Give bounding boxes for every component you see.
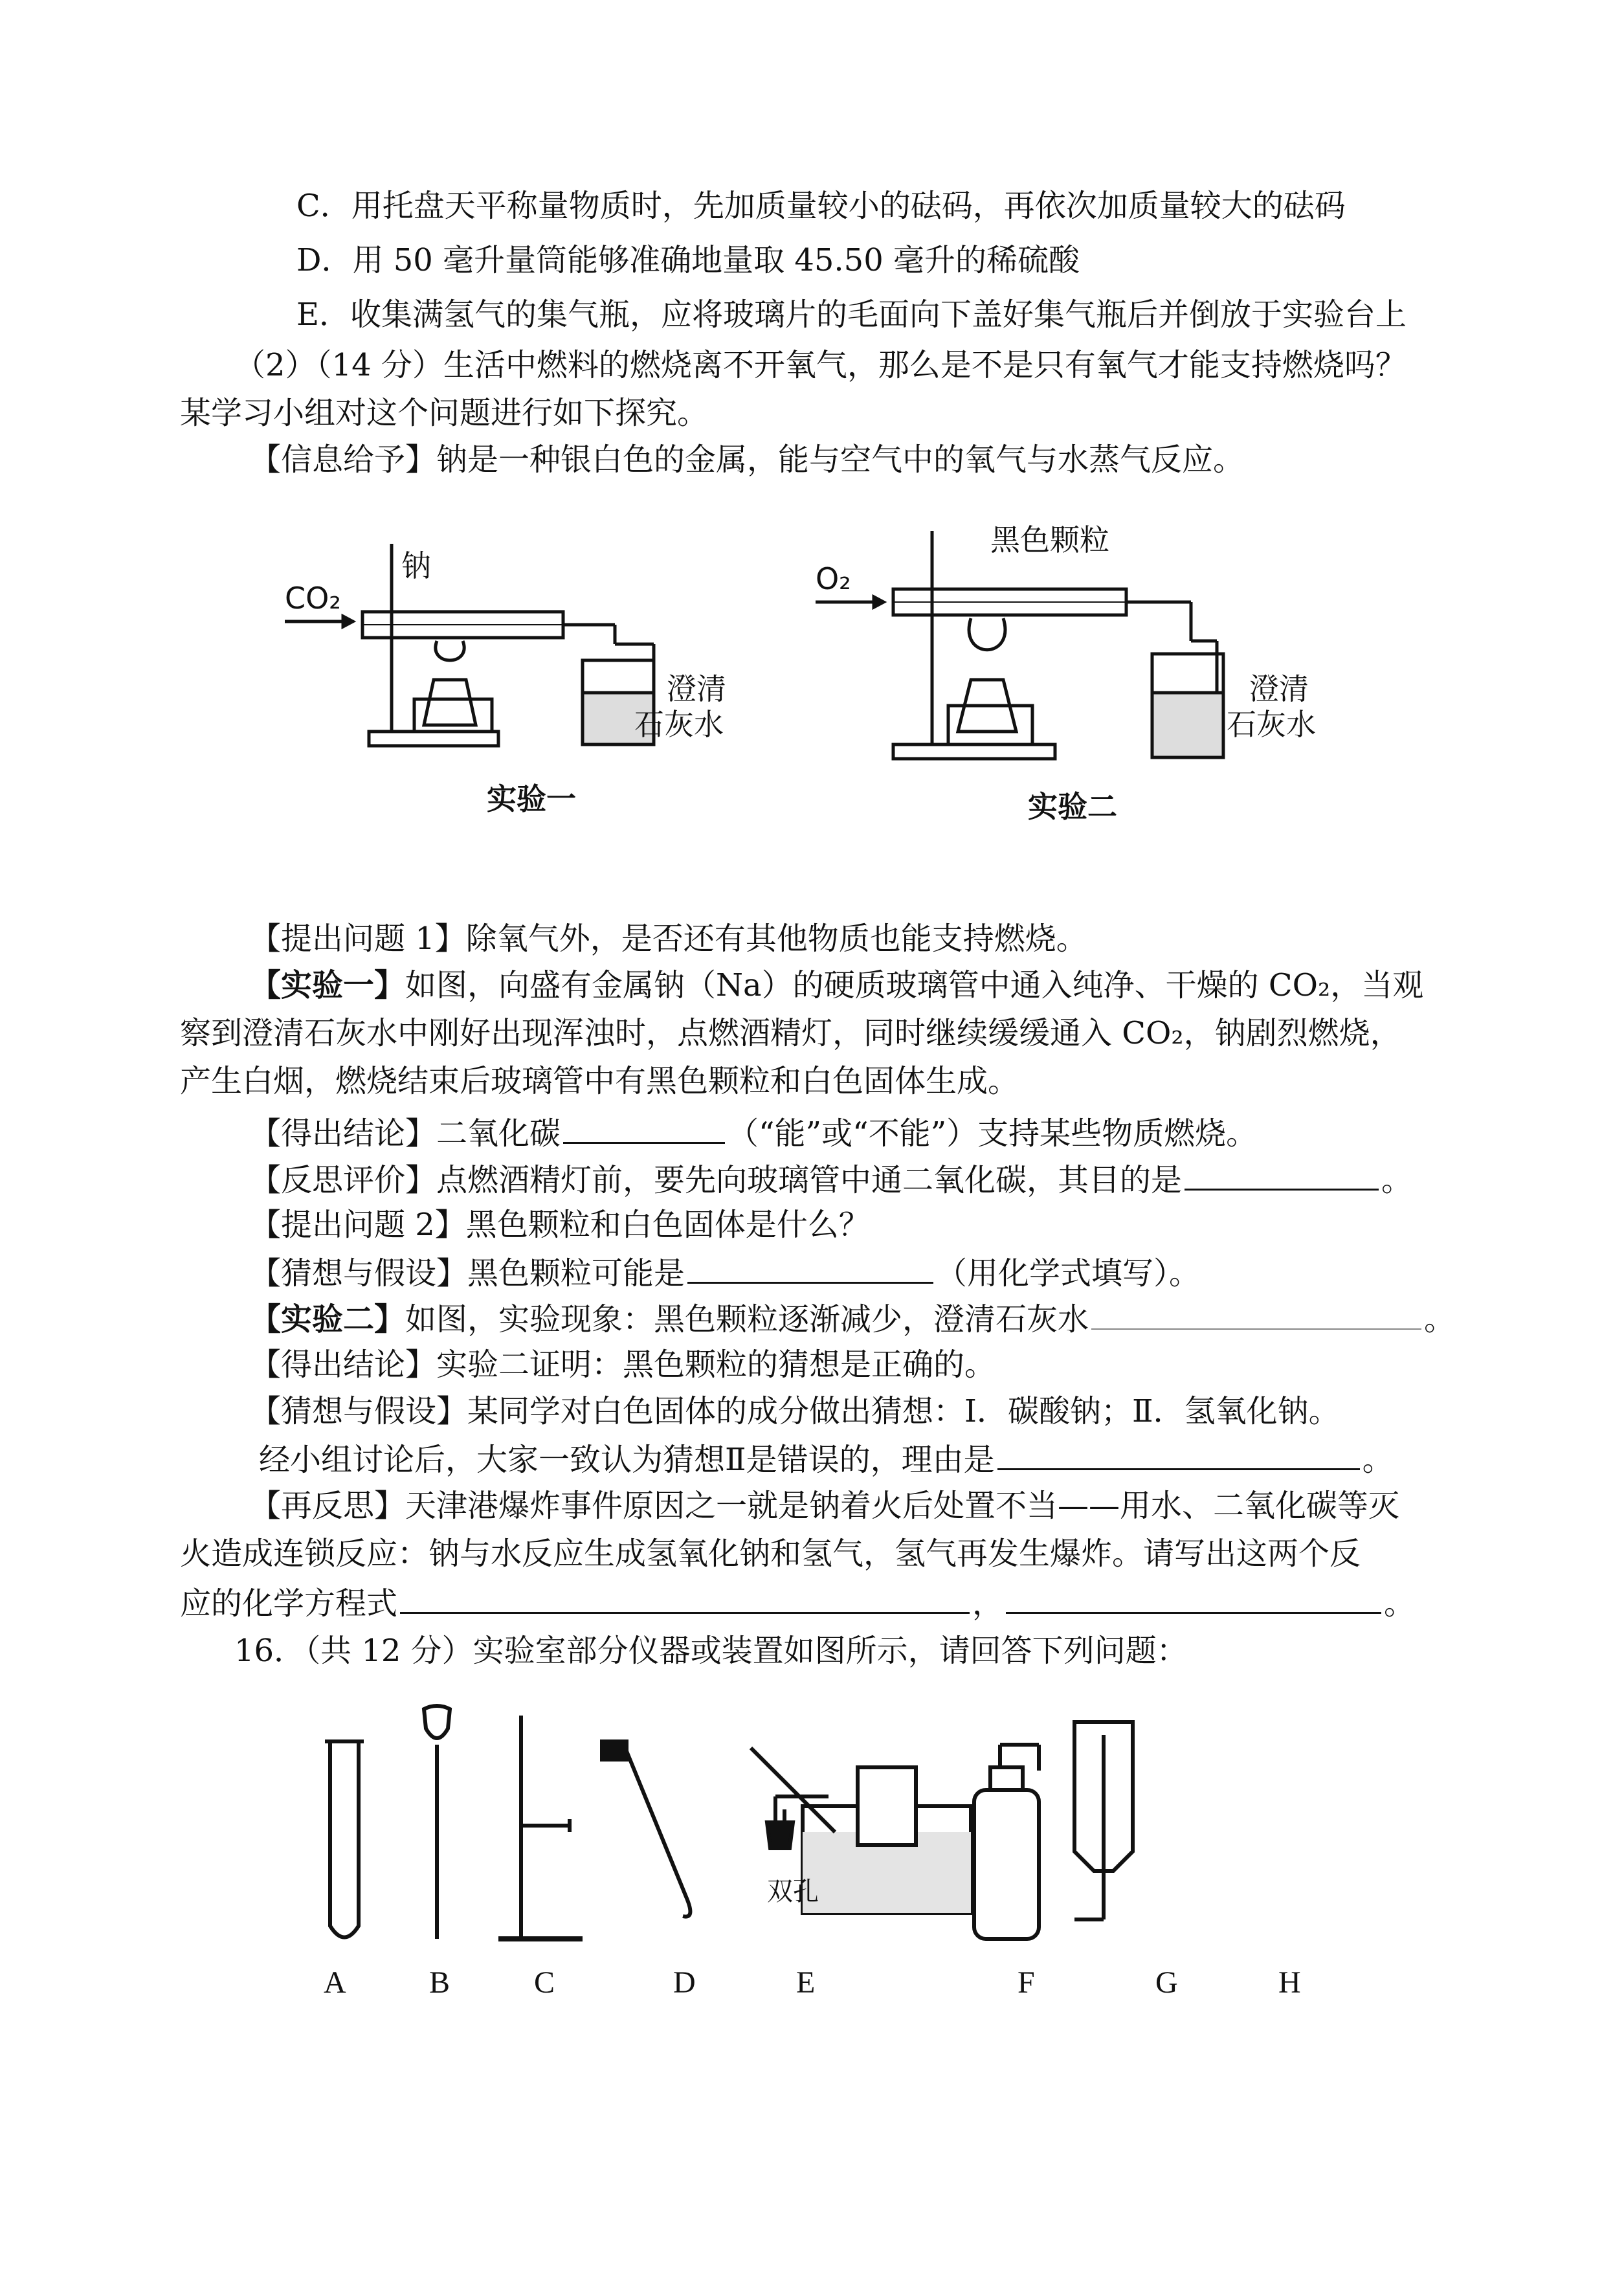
gas-bottle-g — [974, 1745, 1039, 1939]
answer-blank-5[interactable] — [997, 1438, 1360, 1470]
label-h: H — [1278, 1965, 1301, 2000]
experiment-2-tag: 【实验二】 — [250, 1301, 406, 1337]
label-b: B — [429, 1965, 450, 2000]
answer-blank-2[interactable] — [1185, 1159, 1379, 1191]
exp1-bottle-label-2: 石灰水 — [634, 707, 724, 742]
exp2-bottle-label-1: 澄清 — [1249, 671, 1309, 706]
label-g: G — [1155, 1965, 1178, 2000]
exp1-sodium-label: 钠 — [401, 548, 431, 583]
re-reflection-3: 应的化学方程式 ， 。 — [180, 1582, 1415, 1623]
exp2-black-particles-label: 黑色颗粒 — [990, 522, 1109, 557]
label-c: C — [534, 1965, 555, 2000]
answer-blank-1[interactable] — [563, 1112, 725, 1144]
instruments-figure — [311, 1696, 1359, 1955]
experiment-1-text-3: 产生白烟，燃烧结束后玻璃管中有黑色颗粒和白色固体生成。 — [180, 1063, 1019, 1099]
option-c: C．用托盘天平称量物质时，先加质量较小的砝码，再依次加质量较大的砝码 — [296, 188, 1346, 224]
label-f: F — [1018, 1965, 1035, 2000]
label-a: A — [324, 1965, 346, 2000]
experiment-1-text-2: 察到澄清石灰水中刚好出现浑浊时，点燃酒精灯，同时继续缓缓通入 CO₂，钠剧烈燃烧， — [180, 1015, 1401, 1051]
option-e: E．收集满氢气的集气瓶，应将玻璃片的毛面向下盖好集气瓶后并倒放于实验台上 — [296, 296, 1407, 333]
experiment-2-text: 【实验二】如图，实验现象：黑色颗粒逐渐减少，澄清石灰水 。 — [250, 1299, 1455, 1339]
conclusion-2: 【得出结论】实验二证明：黑色颗粒的猜想是正确的。 — [250, 1347, 996, 1383]
label-e: E — [796, 1965, 816, 2000]
experiment-1-tag: 【实验一】 — [250, 967, 406, 1003]
q2-line1: （2）（14 分）生活中燃料的燃烧离不开氧气，那么是不是只有氧气才能支持燃烧吗？ — [234, 347, 1407, 383]
experiment-2-apparatus — [816, 522, 1316, 759]
conclusion-1: 【得出结论】二氧化碳 （“能”或“不能”）支持某些物质燃烧。 — [250, 1112, 1257, 1153]
reflection: 【反思评价】点燃酒精灯前，要先向玻璃管中通二氧化碳，其目的是 。 — [250, 1159, 1412, 1200]
two-hole-label: 双孔 — [767, 1877, 819, 1907]
exp1-gas-label: CO₂ — [285, 581, 341, 616]
answer-blank-6[interactable] — [400, 1582, 970, 1614]
question-2: 【提出问题 2】黑色颗粒和白色固体是什么？ — [250, 1207, 870, 1243]
exp2-gas-label: O₂ — [816, 561, 851, 596]
hypothesis-2: 【猜想与假设】某同学对白色固体的成分做出猜想：Ⅰ．碳酸钠；Ⅱ．氢氧化钠。 — [250, 1393, 1340, 1429]
answer-blank-7[interactable] — [1006, 1582, 1381, 1614]
discussion: 经小组讨论后，大家一致认为猜想Ⅱ是错误的，理由是 。 — [259, 1438, 1394, 1479]
info-given: 【信息给予】钠是一种银白色的金属，能与空气中的氧气与水蒸气反应。 — [250, 442, 1245, 478]
re-reflection-2: 火造成连锁反应：钠与水反应生成氢氧化钠和氢气，氢气再发生爆炸。请写出这两个反 — [180, 1536, 1361, 1572]
question-1: 【提出问题 1】除氧气外，是否还有其他物质也能支持燃烧。 — [250, 921, 1087, 957]
hypothesis-1: 【猜想与假设】黑色颗粒可能是 （用化学式填写）。 — [250, 1252, 1200, 1293]
inverted-bottle-h — [1074, 1722, 1133, 1919]
experiment-figure — [272, 505, 1340, 829]
q2-line2: 某学习小组对这个问题进行如下探究。 — [180, 395, 709, 431]
experiment-1-text: 【实验一】如图，向盛有金属钠（Na）的硬质玻璃管中通入纯净、干燥的 CO₂，当观 — [250, 967, 1424, 1003]
test-tube-a — [325, 1741, 364, 1938]
exp2-caption: 实验二 — [1028, 789, 1117, 824]
option-d: D．用 50 毫升量筒能够准确地量取 45.50 毫升的稀硫酸 — [296, 242, 1080, 278]
answer-blank-4[interactable] — [1091, 1299, 1421, 1330]
exp1-bottle-label-1: 澄清 — [667, 671, 726, 706]
exp1-caption: 实验一 — [487, 781, 576, 816]
iron-stand-c — [498, 1716, 583, 1939]
answer-blank-3[interactable] — [687, 1252, 933, 1284]
delivery-tube-d — [602, 1741, 690, 1917]
experiment-1-apparatus — [285, 544, 726, 746]
funnel-b — [424, 1706, 450, 1939]
re-reflection-1: 【再反思】天津港爆炸事件原因之一就是钠着火后处置不当——用水、二氧化碳等灭 — [250, 1488, 1400, 1524]
question-16: 16．（共 12 分）实验室部分仪器或装置如图所示，请回答下列问题： — [234, 1633, 1188, 1669]
label-d: D — [673, 1965, 696, 2000]
exp2-bottle-label-2: 石灰水 — [1227, 707, 1316, 742]
